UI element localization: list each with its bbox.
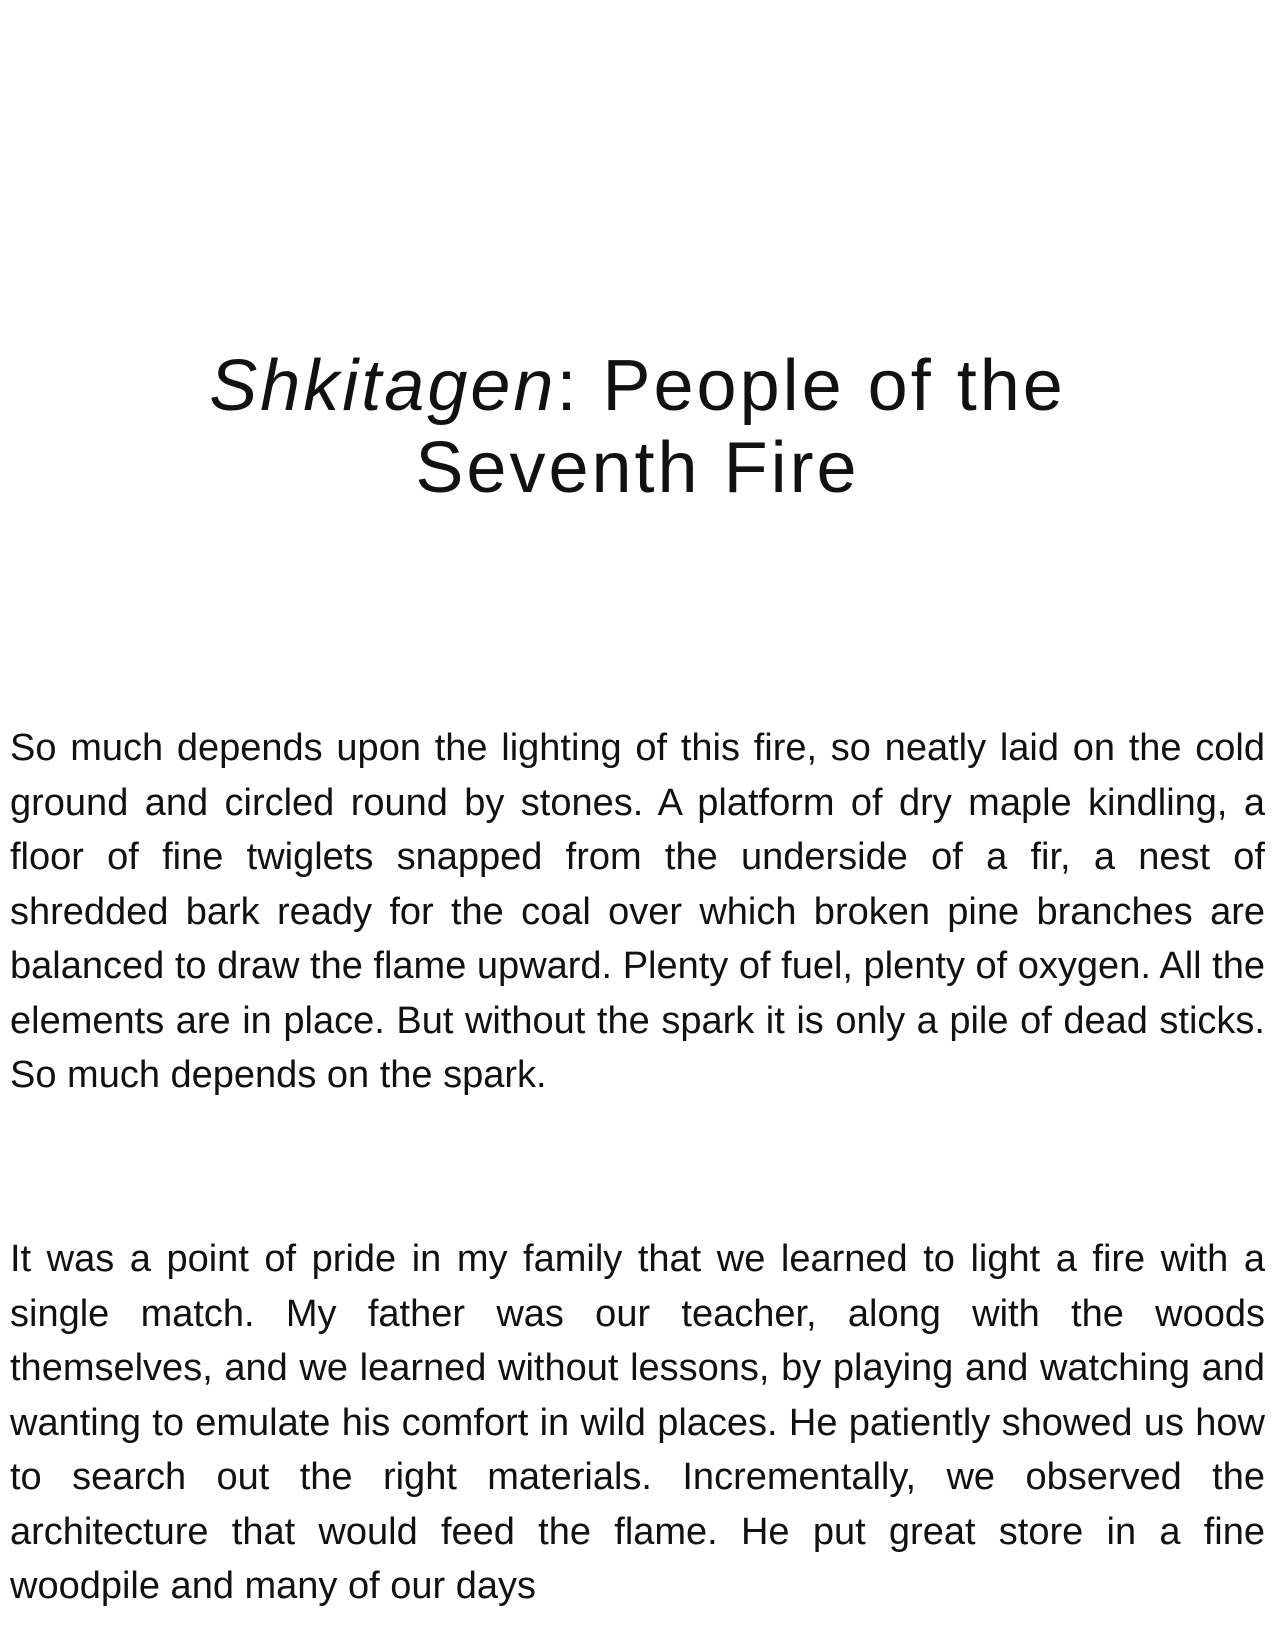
paragraph-1: So much depends upon the lighting of this fire, so neatly laid on the cold ground and circled round by stones. A platform of dry maple kindling, a floor of fine twiglets snapped from the underside of a fir, a nest of shredded bark ready for the coal over which broken pine branches are balanced to draw the flame upward. Plenty of fuel, plenty of oxygen. All the elements are in place. But without the spark it is only a pile of dead sticks. So much depends on the spark. xyxy=(10,727,1265,1096)
chapter-title-rest: : People of the Seventh Fire xyxy=(415,346,1066,508)
chapter-title-italic: Shkitagen xyxy=(209,346,557,426)
paragraph-2: It was a point of pride in my family that we learned to light a fire with a single match. My father was our teacher, along with the woods themselves, and we learned without lessons, by playing and watching and wanting to emulate his comfort in wild places. He patiently showed us how to search out the right materials. Incrementally, we observed the architecture that would feed the flame. He put great store in a fine woodpile and many of our days xyxy=(10,1238,1265,1607)
chapter-title xyxy=(60,345,1215,509)
